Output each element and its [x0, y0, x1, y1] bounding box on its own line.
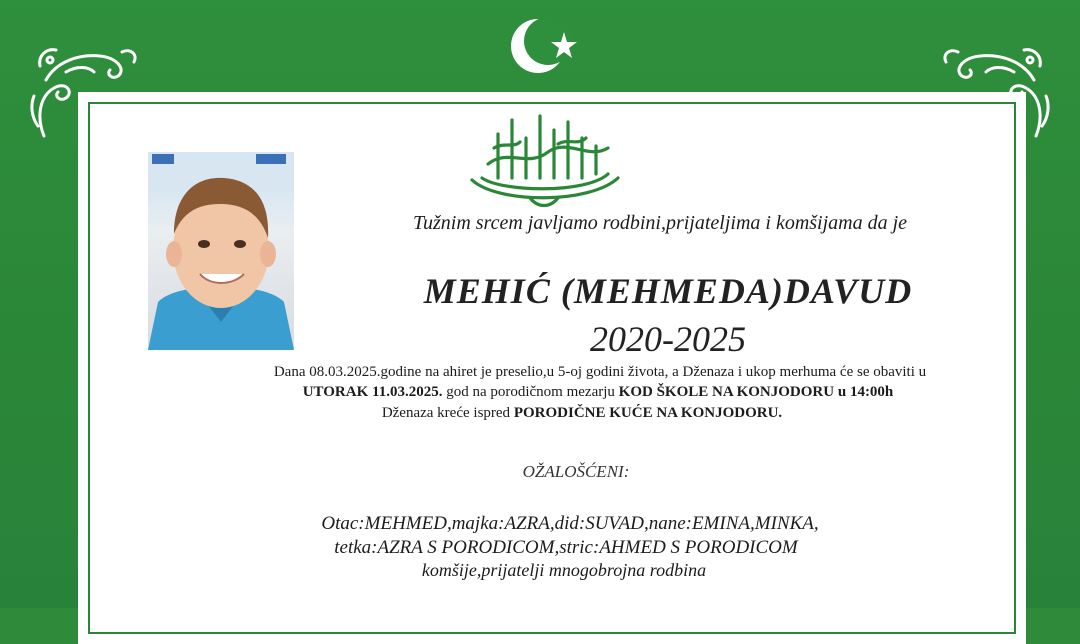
- funeral-day: UTORAK 11.03.2025.: [302, 384, 443, 400]
- funeral-info-line1: Dana 08.03.2025.godine na ahiret je preselio,u 5-oj godini života, a Dženaza i ukop merhuma će se obaviti u: [273, 364, 927, 380]
- crescent-star-icon: [508, 10, 584, 80]
- life-years: 2020-2025: [590, 319, 746, 359]
- intro-text: Tužnim srcem javljamo rodbini,prijateljima i komšijama da je: [412, 212, 908, 234]
- mourners-heading: OŽALOŠĆENI:: [522, 462, 630, 481]
- calligraphy-emblem-icon: [458, 108, 630, 210]
- funeral-place-prefix: god na porodičnom mezarju: [442, 384, 619, 400]
- deceased-name: MEHIĆ (MEHMEDA)DAVUD: [423, 271, 913, 311]
- procession-prefix: Dženaza kreće ispred: [381, 405, 514, 421]
- family-line-3: komšije,prijatelji mnogobrojna rodbina: [421, 560, 707, 580]
- funeral-info-line2: [58, 384, 1080, 401]
- funeral-place: KOD ŠKOLE NA KONJODORU u 14:00h: [618, 384, 894, 400]
- funeral-info-line3: [42, 405, 1080, 422]
- family-line-1: Otac:MEHMED,majka:AZRA,did:SUVAD,nane:EMINA,MINKA,: [321, 513, 819, 534]
- family-line-2: tetka:AZRA S PORODICOM,stric:AHMED S PORODICOM: [334, 537, 798, 558]
- procession-place: PORODIČNE KUĆE NA KONJODORU.: [513, 405, 783, 421]
